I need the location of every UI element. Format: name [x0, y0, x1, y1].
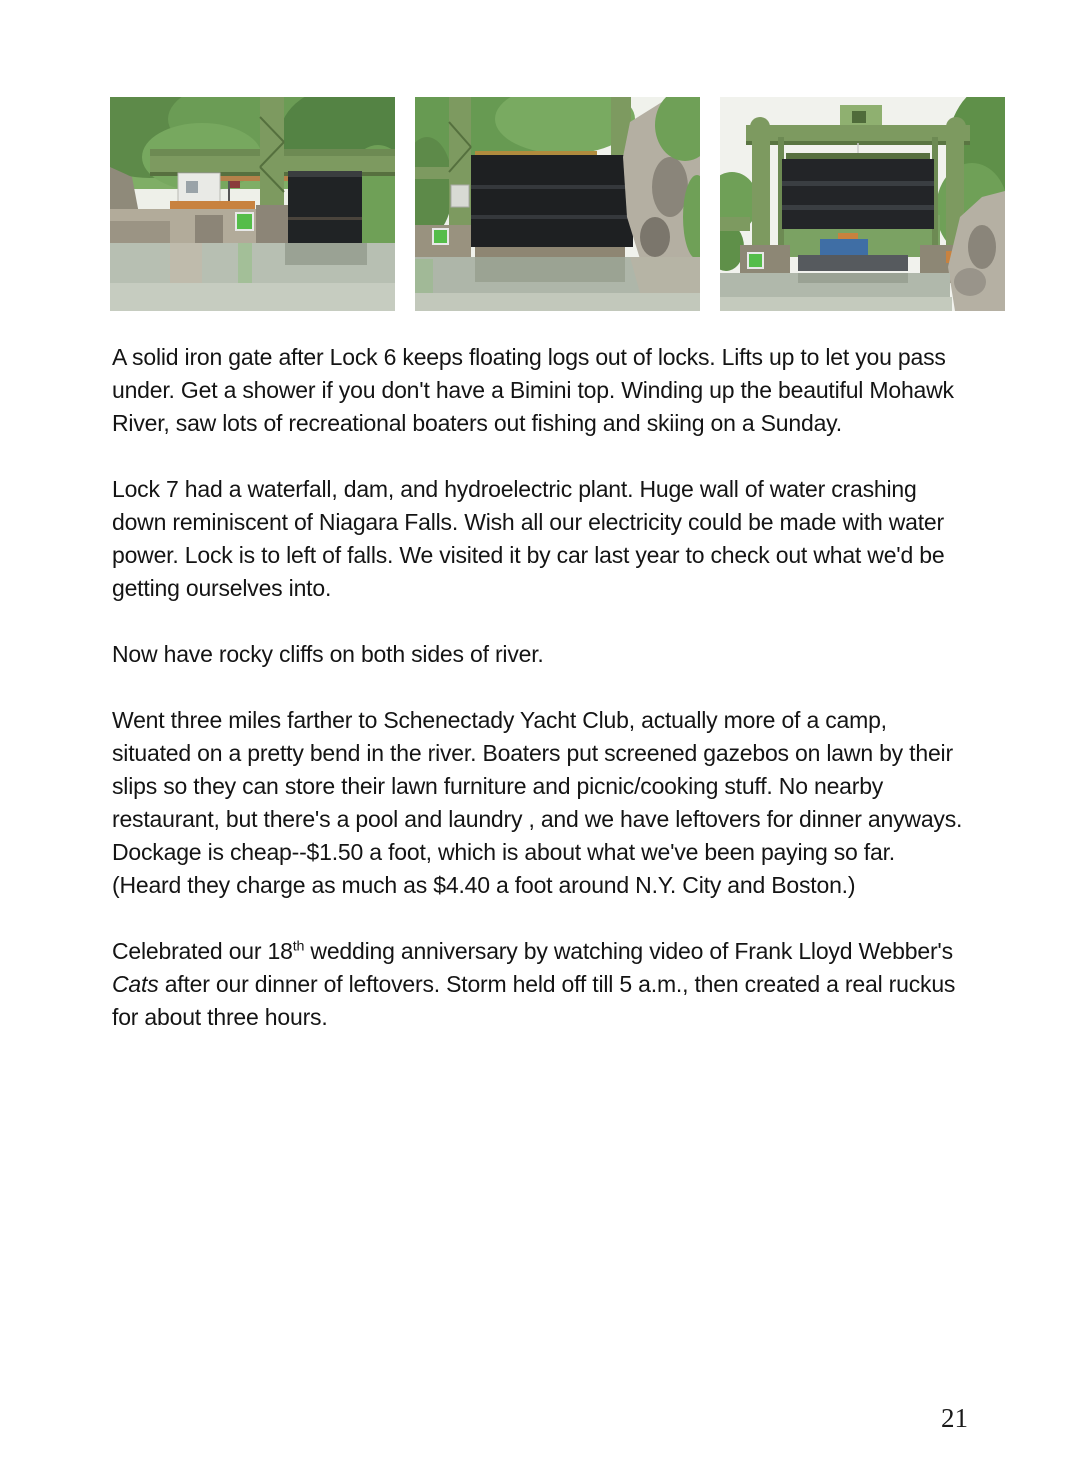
paragraph-rocky-cliffs: Now have rocky cliffs on both sides of river. — [112, 641, 544, 667]
green-sign — [748, 253, 763, 268]
green-sign — [236, 213, 253, 230]
paragraph-lock6-gate: A solid iron gate after Lock 6 keeps floating logs out of locks. Lifts up to let you pass under. Get a shower if you don't have a Bimini top. Winding up the beautiful Mohawk River, saw lots of recreational boaters out fishing and skiing on a Sunday. — [112, 344, 954, 436]
water — [720, 273, 952, 311]
raised-gate — [782, 153, 934, 229]
photo-guard-gate-raised — [720, 97, 1005, 311]
paragraph-lock7-hydro: Lock 7 had a waterfall, dam, and hydroelectric plant. Huge wall of water crashing down reminiscent of Niagara Falls. Wish all our electricity could be made with water power. Lock is to left of falls. We visited it by car last year to check out what we'd be getting ourselves into. — [112, 476, 945, 601]
photo-row — [110, 97, 1005, 311]
concrete-wall — [110, 205, 292, 245]
journal-text — [112, 341, 968, 1034]
dark-gate — [471, 151, 633, 257]
left-pier — [415, 225, 471, 259]
page-number: 21 — [941, 1403, 968, 1433]
distant-structure — [720, 217, 750, 231]
left-tower — [449, 97, 471, 245]
orange-barrier — [170, 201, 255, 209]
photo-guard-gate-shore — [110, 97, 395, 311]
paragraph-yacht-club: Went three miles farther to Schenectady Yacht Club, actually more of a camp, situated on a pretty bend in the river. Boaters put screened gazebos on lawn by their slips so they can store their lawn furniture and picnic/cooking stuff. No nearby restaurant, but there's a pool and laundry , and we have leftovers for dinner anyways. Dockage is cheap--$1.50 a foot, which is about what we've been paying so far. (Heard they charge as much as $4.40 a foot around N.Y. City and Boston.) — [112, 707, 963, 898]
photo-guard-gate-cliff — [415, 97, 700, 311]
green-sign — [433, 229, 448, 244]
dark-gate — [288, 171, 362, 243]
water — [415, 257, 700, 311]
paragraph-anniversary: Celebrated our 18th wedding anniversary by watching video of Frank Lloyd Webber's Cats after our dinner of leftovers. Storm held off till 5 a.m., then created a real ruckus for about three hours. — [112, 938, 956, 1030]
water — [110, 243, 395, 311]
